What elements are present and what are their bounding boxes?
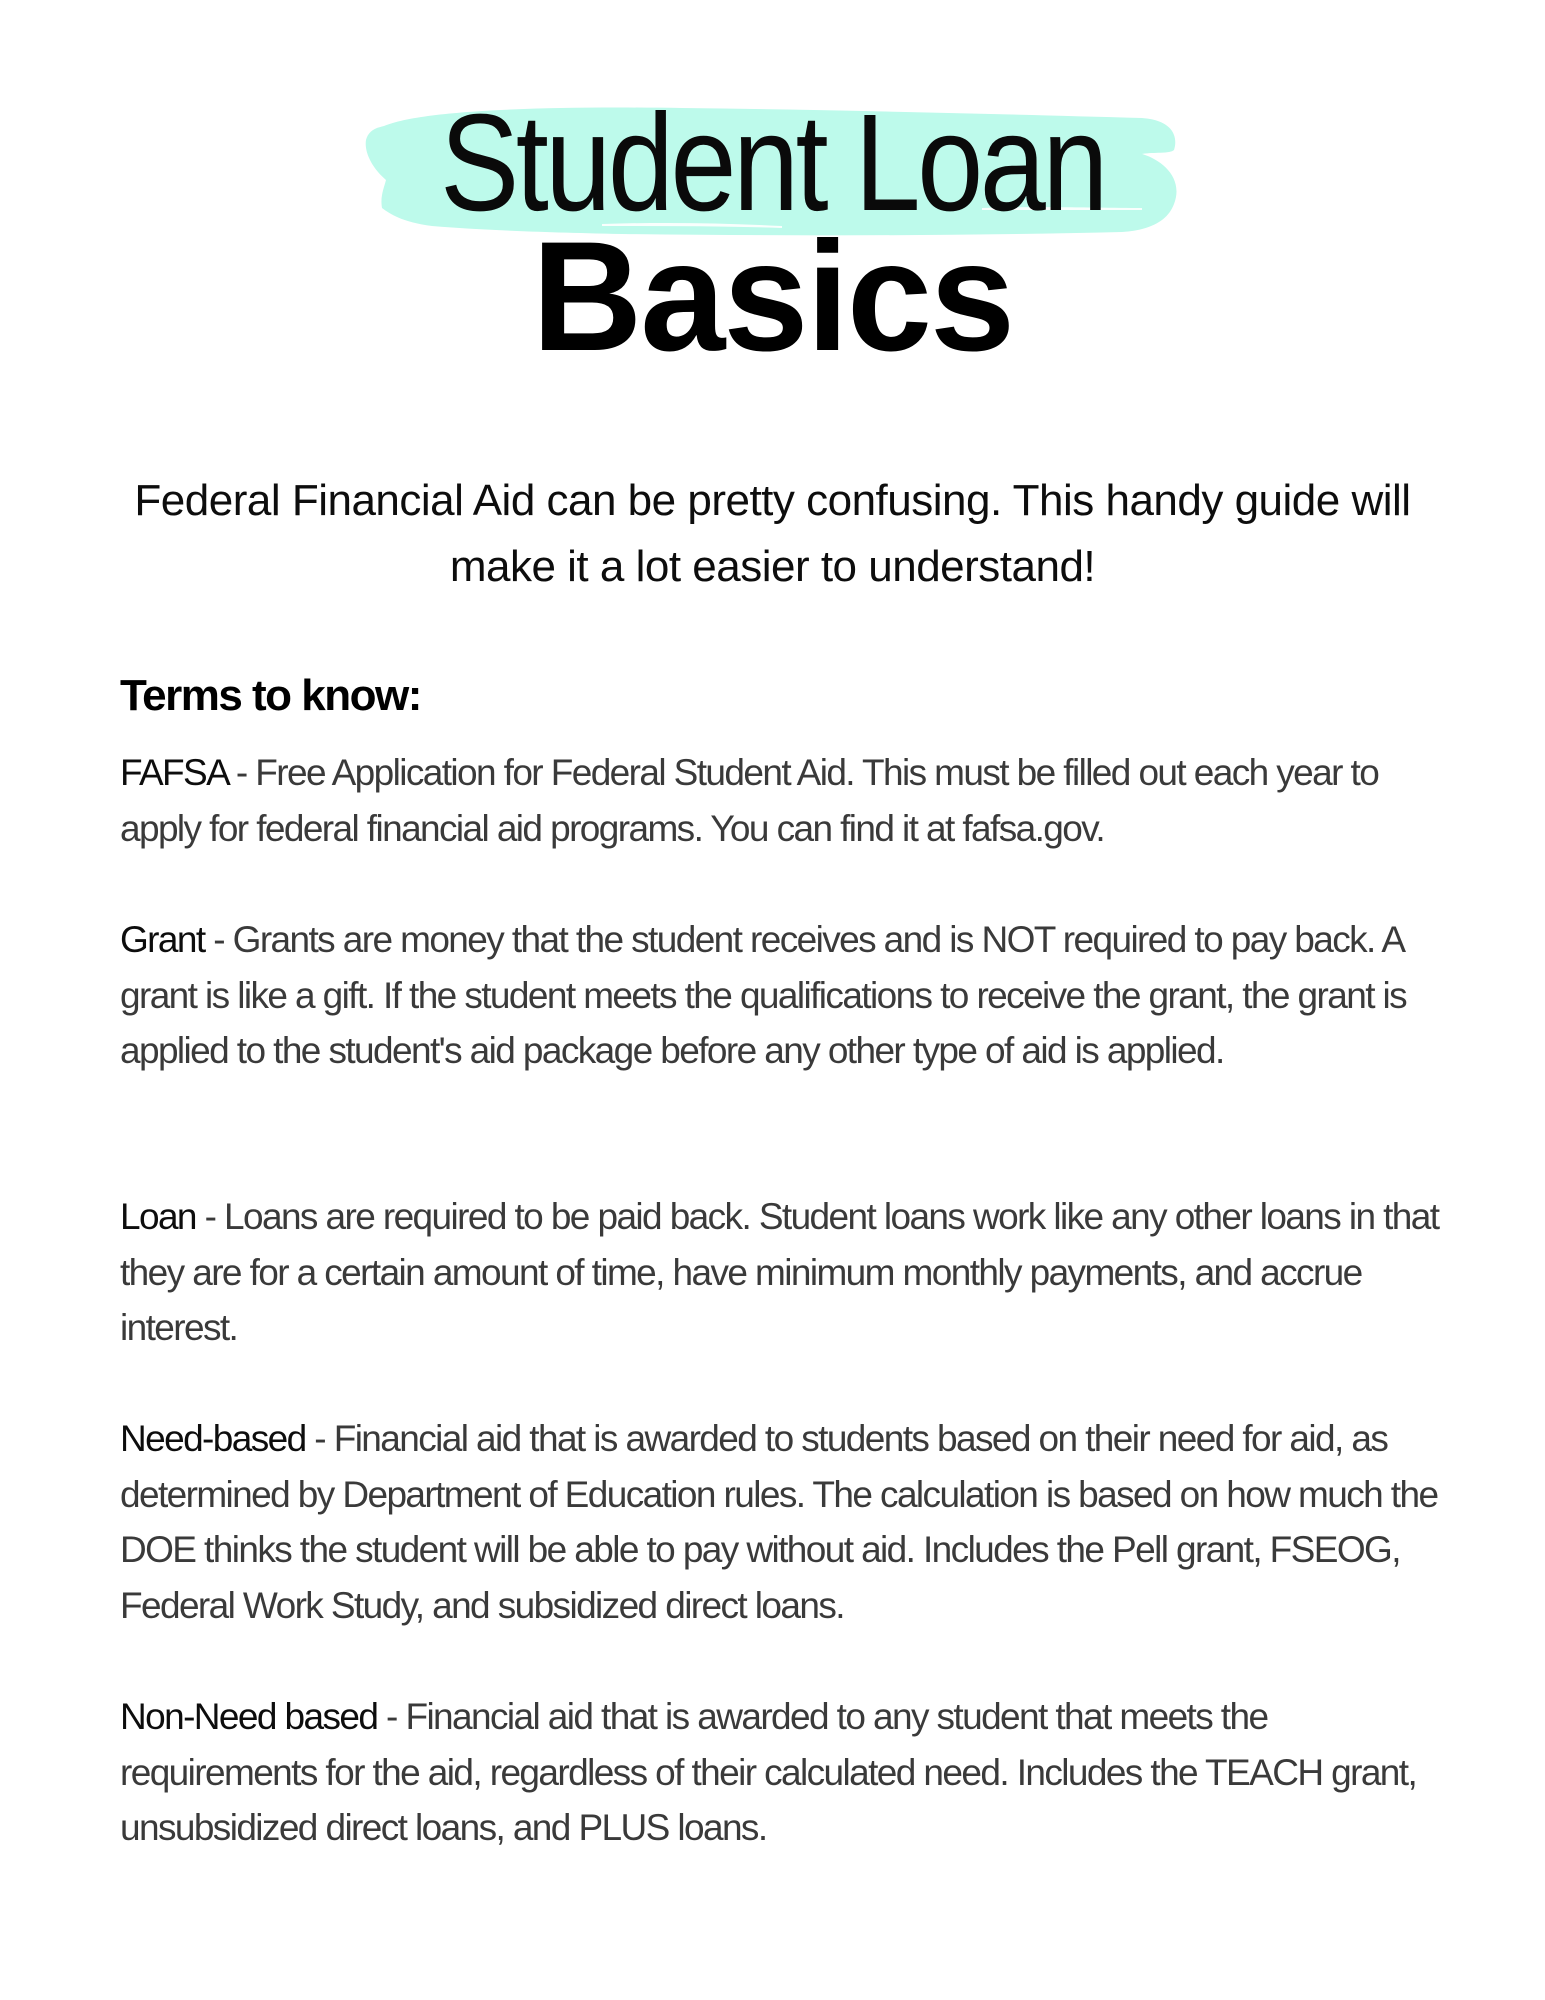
term-label: FAFSA [120, 752, 228, 793]
term-definition: Grants are money that the student receives and is NOT required to pay back. A grant is like a gift. If the student meets the qualifications to receive the grant, the grant is applied to the student's aid package before any other type of aid is applied. [120, 919, 1407, 1071]
term-separator: - [195, 1196, 225, 1237]
page-title-line2: Basics [531, 210, 1014, 384]
term-label: Non-Need based [120, 1696, 378, 1737]
page-header [0, 0, 1545, 384]
term-separator: - [227, 752, 256, 793]
intro-paragraph: Federal Financial Aid can be pretty confusing. This handy guide will make it a lot easier to understand! [134, 476, 1411, 591]
term-label: Need-based [120, 1418, 306, 1459]
terms-heading: Terms to know: [120, 671, 421, 720]
term-definition: Free Application for Federal Student Aid. This must be filled out each year to apply for federal financial aid programs. You can find it at fafsa.gov. [120, 752, 1379, 849]
term-label: Grant [120, 919, 205, 960]
term-definition: Financial aid that is awarded to students based on their need for aid, as determined by Department of Education rules. The calculation is based on how much the DOE thinks the student will be able to pay without aid. Includes the Pell grant, FSEOG, Federal Work Study, and subsidized direct loans. [120, 1418, 1438, 1626]
term-separator: - [204, 919, 233, 960]
term-separator: - [305, 1418, 334, 1459]
term-entry-loan [120, 1189, 1440, 1356]
term-definition: Financial aid that is awarded to any student that meets the requirements for the aid, regardless of their calculated need. Includes the TEACH grant, unsubsidized direct loans, and PLUS loans. [120, 1696, 1417, 1848]
term-entry-need-based [120, 1411, 1440, 1633]
term-definition: Loans are required to be paid back. Student loans work like any other loans in that they are for a certain amount of time, have minimum monthly payments, and accrue interest. [120, 1196, 1439, 1348]
term-label: Loan [120, 1196, 196, 1237]
page-title-line1: Student Loan [440, 86, 1105, 240]
term-entry-non-need-based [120, 1689, 1440, 1856]
term-separator: - [377, 1696, 406, 1737]
term-entry-fafsa [120, 745, 1440, 856]
term-entry-grant [120, 912, 1440, 1079]
